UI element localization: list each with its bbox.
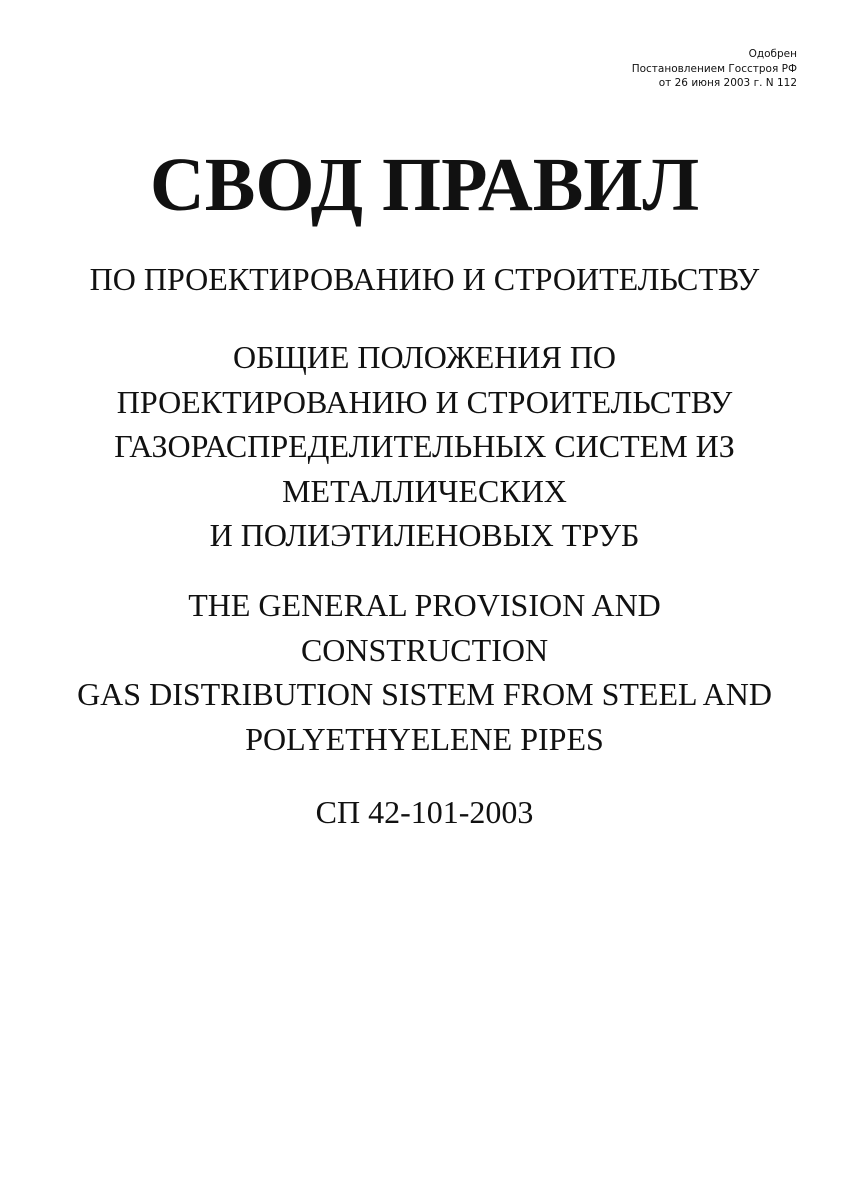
english-title-line: THE GENERAL PROVISION AND xyxy=(188,587,661,623)
english-title-line: CONSTRUCTION xyxy=(300,631,549,668)
russian-title-line: ПРОЕКТИРОВАНИЮ И СТРОИТЕЛЬСТВУ xyxy=(116,383,733,420)
russian-title-line: ГАЗОРАСПРЕДЕЛИТЕЛЬНЫХ СИСТЕМ ИЗ xyxy=(114,428,735,464)
russian-title-line: ОБЩИЕ ПОЛОЖЕНИЯ ПО xyxy=(232,339,617,375)
approval-line: от 26 июня 2003 г. N 112 xyxy=(658,77,797,89)
russian-title-line: МЕТАЛЛИЧЕСКИХ xyxy=(282,472,567,509)
english-title-block xyxy=(0,583,849,761)
russian-title-line: И ПОЛИЭТИЛЕНОВЫХ ТРУБ xyxy=(209,517,640,553)
approval-note xyxy=(632,47,797,91)
english-title-line: GAS DISTRIBUTION SISTEM FROM STEEL AND xyxy=(77,676,772,712)
document-title: СВОД ПРАВИЛ xyxy=(149,143,700,227)
document-code: СП 42-101-2003 xyxy=(315,794,534,830)
approval-line: Постановлением Госстроя РФ xyxy=(631,62,797,75)
russian-title-block xyxy=(0,335,849,558)
approval-line: Одобрен xyxy=(748,48,797,60)
document-subtitle: ПО ПРОЕКТИРОВАНИЮ И СТРОИТЕЛЬСТВУ xyxy=(89,261,760,297)
english-title-line: POLYETHYELENE PIPES xyxy=(245,720,604,757)
